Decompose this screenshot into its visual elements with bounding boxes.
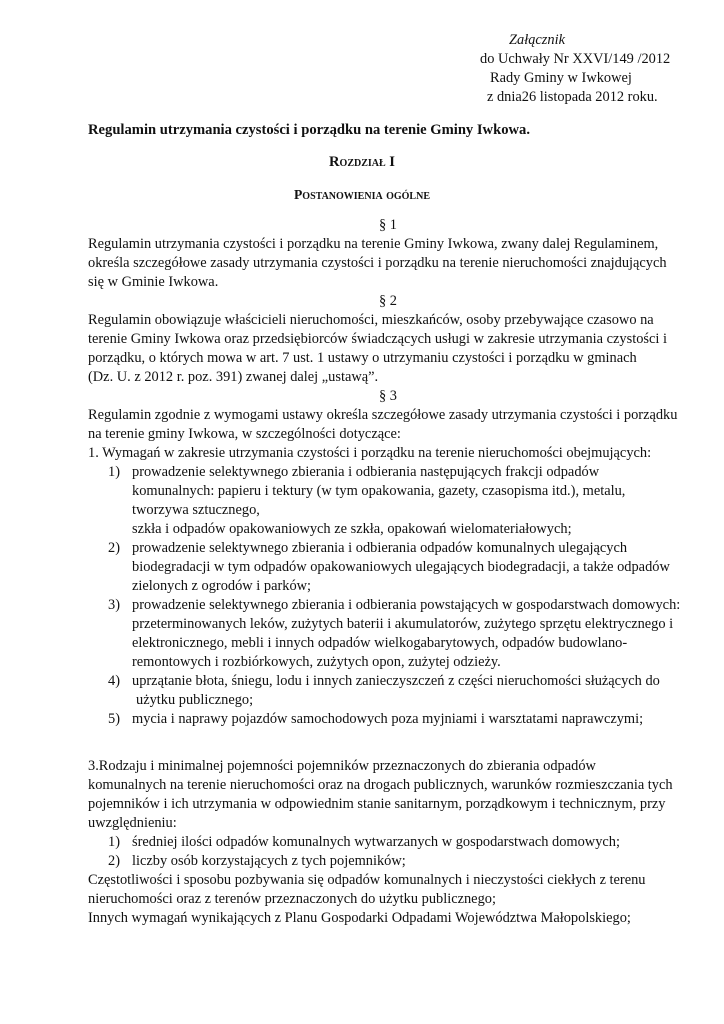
list-item-number: 1) [108,834,120,850]
annex-label: Załącznik [509,32,565,48]
annex-council: Rady Gminy w Iwkowej [490,70,632,86]
paragraph-2-line: terenie Gminy Iwkowa oraz przedsiębiorców świadczących usługi w zakresie utrzymania czystości i [88,331,667,347]
list-item-continuation: remontowych i rozbiórkowych, zużytych opon, zużytej odzieży. [132,654,501,670]
list-item-number: 3) [108,597,120,613]
list-item-continuation: przeterminowanych leków, zużytych baterii i akumulatorów, zużytego sprzętu elektrycznego i [132,616,674,632]
list-item-text: liczby osób korzystających z tych pojemników; [132,853,406,869]
paragraph-sign-1: § 1 [379,217,397,233]
section-3-line: 3.Rodzaju i minimalnej pojemności pojemników przeznaczonych do zbierania odpadów [88,758,596,774]
section-3-tail-line: Innych wymagań wynikających z Planu Gospodarki Odpadami Województwa Małopolskiego; [88,910,631,926]
list-item [88,596,688,615]
list-item-text: prowadzenie selektywnego zbierania i odbierania odpadów komunalnych ulegających [132,540,628,556]
list-item [88,672,688,691]
list-item-text: mycia i naprawy pojazdów samochodowych poza myjniami i warsztatami naprawczymi; [132,711,644,727]
list-item-number: 4) [108,673,120,689]
list-item-continuation: biodegradacji w tym odpadów opakowaniowych ulegających biodegradacji, a także odpadów [132,559,670,575]
section-3-line: uwzględnieniu: [88,815,177,831]
list-item-continuation: elektronicznego, mebli i innych odpadów wielkogabarytowych, odpadów budowlano- [132,635,628,651]
list-item-continuation: zielonych z ogrodów i parków; [132,578,312,594]
section-3-tail-line: nieruchomości oraz z terenów przeznaczonych do użytku publicznego; [88,891,496,907]
list-item-number: 2) [108,540,120,556]
paragraph-1-line: się w Gminie Iwkowa. [88,274,219,290]
list-item-number: 5) [108,711,120,727]
list-item-number: 2) [108,853,120,869]
paragraph-2-line: porządku, o których mowa w art. 7 ust. 1 ustawy o utrzymaniu czystości i porządku w gminach [88,350,637,366]
list-item [88,833,688,852]
section-3-tail-line: Częstotliwości i sposobu pozbywania się odpadów komunalnych i nieczystości ciekłych z terenu [88,872,646,888]
chapter-heading: Rozdział I [329,154,395,170]
paragraph-sign-3: § 3 [379,388,397,404]
section-3-line: pojemników i ich utrzymania w odpowiednim stanie sanitarnym, porządkowym i technicznym, przy [88,796,666,812]
list-item [88,539,688,558]
paragraph-2-line: (Dz. U. z 2012 r. poz. 391) zwanej dalej „ustawą”. [88,369,379,385]
list-item-continuation: tworzywa sztucznego, [132,502,260,518]
chapter-subheading: Postanowienia ogólne [294,187,430,202]
main-body [88,216,688,729]
section-3-body [88,757,688,928]
list-item [88,852,688,871]
list-item-text: uprzątanie błota, śniegu, lodu i innych zanieczyszczeń z części nieruchomości służących do [132,673,660,689]
list-item [88,463,688,482]
paragraph-3-line: 1. Wymagań w zakresie utrzymania czystości i porządku na terenie nieruchomości obejmujących: [88,445,652,461]
list-item [88,710,688,729]
paragraph-3-line: Regulamin zgodnie z wymogami ustawy określa szczegółowe zasady utrzymania czystości i porządku [88,407,678,423]
list-item-text: średniej ilości odpadów komunalnych wytwarzanych w gospodarstwach domowych; [132,834,620,850]
annex-header [480,31,720,107]
paragraph-3-line: na terenie gminy Iwkowa, w szczególności dotyczące: [88,426,401,442]
annex-date: z dnia26 listopada 2012 roku. [487,89,658,105]
annex-resolution: do Uchwały Nr XXVI/149 /2012 [480,51,671,67]
paragraph-sign-2: § 2 [379,293,397,309]
list-item-text: prowadzenie selektywnego zbierania i odbierania powstających w gospodarstwach domowych: [132,597,681,613]
paragraph-2-line: Regulamin obowiązuje właścicieli nieruchomości, mieszkańców, osoby przebywające czasowo na [88,312,654,328]
list-item-text: prowadzenie selektywnego zbierania i odbierania następujących frakcji odpadów [132,464,600,480]
paragraph-1-line: określa szczegółowe zasady utrzymania czystości i porządku na terenie nieruchomości znajdujących [88,255,667,271]
list-item-number: 1) [108,464,120,480]
section-3-line: komunalnych na terenie nieruchomości oraz na drogach publicznych, warunków rozmieszczania tych [88,777,673,793]
list-item-continuation: szkła i odpadów opakowaniowych ze szkła, opakowań wielomateriałowych; [132,521,572,537]
paragraph-1-line: Regulamin utrzymania czystości i porządku na terenie Gminy Iwkowa, zwany dalej Regulaminem, [88,236,659,252]
list-item-continuation: użytku publicznego; [136,692,254,708]
list-item-continuation: komunalnych: papieru i tektury (w tym opakowania, gazety, czasopisma itd.), metalu, [132,483,626,499]
document-title: Regulamin utrzymania czystości i porządku na terenie Gminy Iwkowa. [88,122,530,138]
